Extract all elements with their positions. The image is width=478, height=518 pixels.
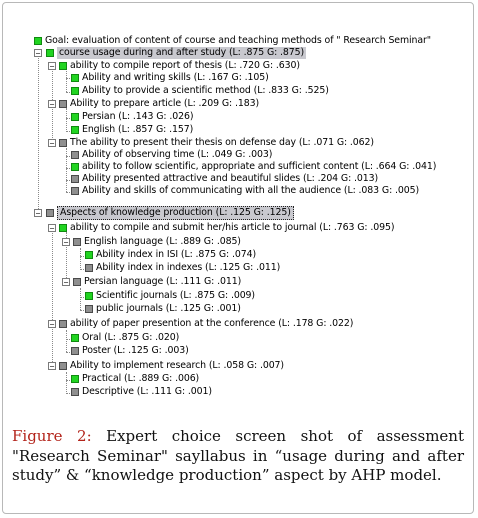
tree-node-label: Ability to prepare article (L: .209 G: .183): [70, 98, 260, 109]
collapse-toggle-icon[interactable]: −: [35, 209, 41, 218]
tree-line: [66, 330, 67, 352]
tree-node-oral[interactable]: [71, 332, 179, 344]
tree-node-persian-language[interactable]: [73, 276, 241, 288]
tree-node-writing-skills[interactable]: [71, 72, 269, 84]
tree-node-label: Ability of observing time (L: .049 G: .003): [82, 149, 273, 160]
collapse-toggle-icon[interactable]: −: [49, 362, 55, 371]
green-node-icon: [85, 292, 93, 300]
green-node-icon: [71, 126, 79, 134]
collapse-toggle-icon[interactable]: −: [63, 238, 69, 247]
green-node-icon: [71, 163, 79, 171]
gray-node-icon: [73, 238, 81, 246]
tree-node-practical[interactable]: [71, 373, 199, 385]
tree-node-label: Oral (L: .875 G: .020): [82, 332, 180, 343]
tree-node-label: ability to follow scientific, appropriate and sufficient content (L: .664 G: .041): [82, 161, 437, 172]
tree-node-label: The ability to present their thesis on defense day (L: .071 G: .062): [70, 137, 374, 148]
tree-line: [80, 288, 81, 310]
gray-node-icon: [71, 175, 79, 183]
tree-node-public-journals[interactable]: [85, 303, 241, 315]
tree-node-poster[interactable]: [71, 345, 189, 357]
tree-node-label: Scientific journals (L: .875 G: .009): [96, 290, 255, 301]
gray-node-icon: [73, 278, 81, 286]
green-node-icon: [71, 375, 79, 383]
gray-node-icon: [71, 347, 79, 355]
tree-node-knowledge-production[interactable]: [46, 207, 294, 219]
green-node-icon: [59, 224, 67, 232]
collapse-toggle-icon[interactable]: −: [49, 62, 55, 71]
tree-node-label: ability to compile report of thesis (L: .720 G: .630): [70, 60, 300, 71]
tree-node-course-usage[interactable]: [46, 47, 306, 59]
caption-text: Expert choice screen shot of assessment "Research Seminar" sayllabus in “usage during and after study” & “knowledge production” aspect by AHP model.: [12, 427, 464, 484]
tree-node-label: Persian language (L: .111 G: .011): [84, 276, 242, 287]
tree-node-descriptive[interactable]: [71, 386, 212, 398]
tree-node-label: Ability index in indexes (L: .125 G: .011): [96, 262, 281, 273]
tree-node-label: English (L: .857 G: .157): [82, 124, 194, 135]
tree-node-scientific-method[interactable]: [71, 85, 329, 97]
tree-node-communicating[interactable]: [71, 185, 419, 197]
tree-node-persian[interactable]: [71, 111, 193, 123]
gray-node-icon: [71, 187, 79, 195]
gray-node-icon: [71, 151, 79, 159]
tree-line: [52, 226, 53, 366]
tree-line: [66, 108, 67, 132]
green-node-icon: [71, 87, 79, 95]
tree-node-label: Ability presented attractive and beautiful slides (L: .204 G: .013): [82, 173, 379, 184]
tree-node-compile-report[interactable]: [59, 60, 300, 72]
tree-node-observing-time[interactable]: [71, 149, 272, 161]
green-node-icon: [46, 49, 54, 57]
green-node-icon: [85, 251, 93, 259]
tree-node-prepare-article[interactable]: [59, 98, 259, 110]
tree-line: [66, 148, 67, 192]
collapse-toggle-icon[interactable]: −: [49, 100, 55, 109]
tree-node-label: course usage during and after study (L: .875 G: .875): [59, 47, 305, 58]
green-node-icon: [71, 334, 79, 342]
tree-node-label: public journals (L: .125 G: .001): [96, 303, 241, 314]
gray-node-icon: [46, 209, 54, 217]
tree-node-slides[interactable]: [71, 173, 378, 185]
collapse-toggle-icon[interactable]: −: [35, 49, 41, 58]
gray-node-icon: [59, 320, 67, 328]
goal-node[interactable]: [34, 35, 431, 47]
tree-line: [66, 372, 67, 394]
figure-label: Figure 2:: [12, 427, 92, 445]
collapse-toggle-icon[interactable]: −: [49, 320, 55, 329]
tree-node-label: Persian (L: .143 G: .026): [82, 111, 194, 122]
gray-node-icon: [85, 264, 93, 272]
tree-node-label: English language (L: .889 G: .085): [84, 236, 241, 247]
collapse-toggle-icon[interactable]: −: [63, 278, 69, 287]
tree-node-submit-article[interactable]: [59, 222, 394, 234]
tree-node-label: Ability and writing skills (L: .167 G: .105): [82, 72, 269, 83]
green-node-icon: [59, 62, 67, 70]
green-node-icon: [34, 37, 42, 45]
tree-node-isi[interactable]: [85, 249, 256, 261]
tree-node-english-language[interactable]: [73, 236, 241, 248]
tree-node-label: Ability index in ISI (L: .875 G: .074): [96, 249, 257, 260]
tree-node-scientific-content[interactable]: [71, 161, 436, 173]
tree-node-english[interactable]: [71, 124, 193, 136]
tree-node-label: Aspects of knowledge production (L: .125 G: .125): [57, 206, 294, 220]
gray-node-icon: [59, 100, 67, 108]
tree-node-label: Practical (L: .889 G: .006): [82, 373, 200, 384]
tree-node-label: ability of paper presention at the conference (L: .178 G: .022): [70, 318, 354, 329]
tree-line: [80, 248, 81, 270]
gray-node-icon: [59, 139, 67, 147]
collapse-toggle-icon[interactable]: −: [49, 139, 55, 148]
tree-node-label: Ability to implement research (L: .058 G: .007): [70, 360, 284, 371]
tree-node-present-thesis[interactable]: [59, 137, 374, 149]
tree-line: [38, 49, 39, 213]
tree-node-label: Poster (L: .125 G: .003): [82, 345, 189, 356]
tree-node-label: ability to compile and submit her/his article to journal (L: .763 G: .095): [70, 222, 395, 233]
figure-caption: [12, 427, 464, 486]
gray-node-icon: [71, 388, 79, 396]
green-node-icon: [71, 113, 79, 121]
green-node-icon: [71, 74, 79, 82]
tree-node-paper-presentation[interactable]: [59, 318, 353, 330]
tree-node-label: Descriptive (L: .111 G: .001): [82, 386, 212, 397]
gray-node-icon: [85, 305, 93, 313]
tree-node-indexes[interactable]: [85, 262, 280, 274]
gray-node-icon: [59, 362, 67, 370]
tree-node-scientific-journals[interactable]: [85, 290, 255, 302]
tree-node-label: Ability and skills of communicating with all the audience (L: .083 G: .005): [82, 185, 420, 196]
tree-node-implement-research[interactable]: [59, 360, 284, 372]
goal-label: Goal: evaluation of content of course and teaching methods of " Research Seminar": [45, 35, 431, 46]
collapse-toggle-icon[interactable]: −: [49, 224, 55, 233]
tree-node-label: Ability to provide a scientific method (L: .833 G: .525): [82, 85, 329, 96]
